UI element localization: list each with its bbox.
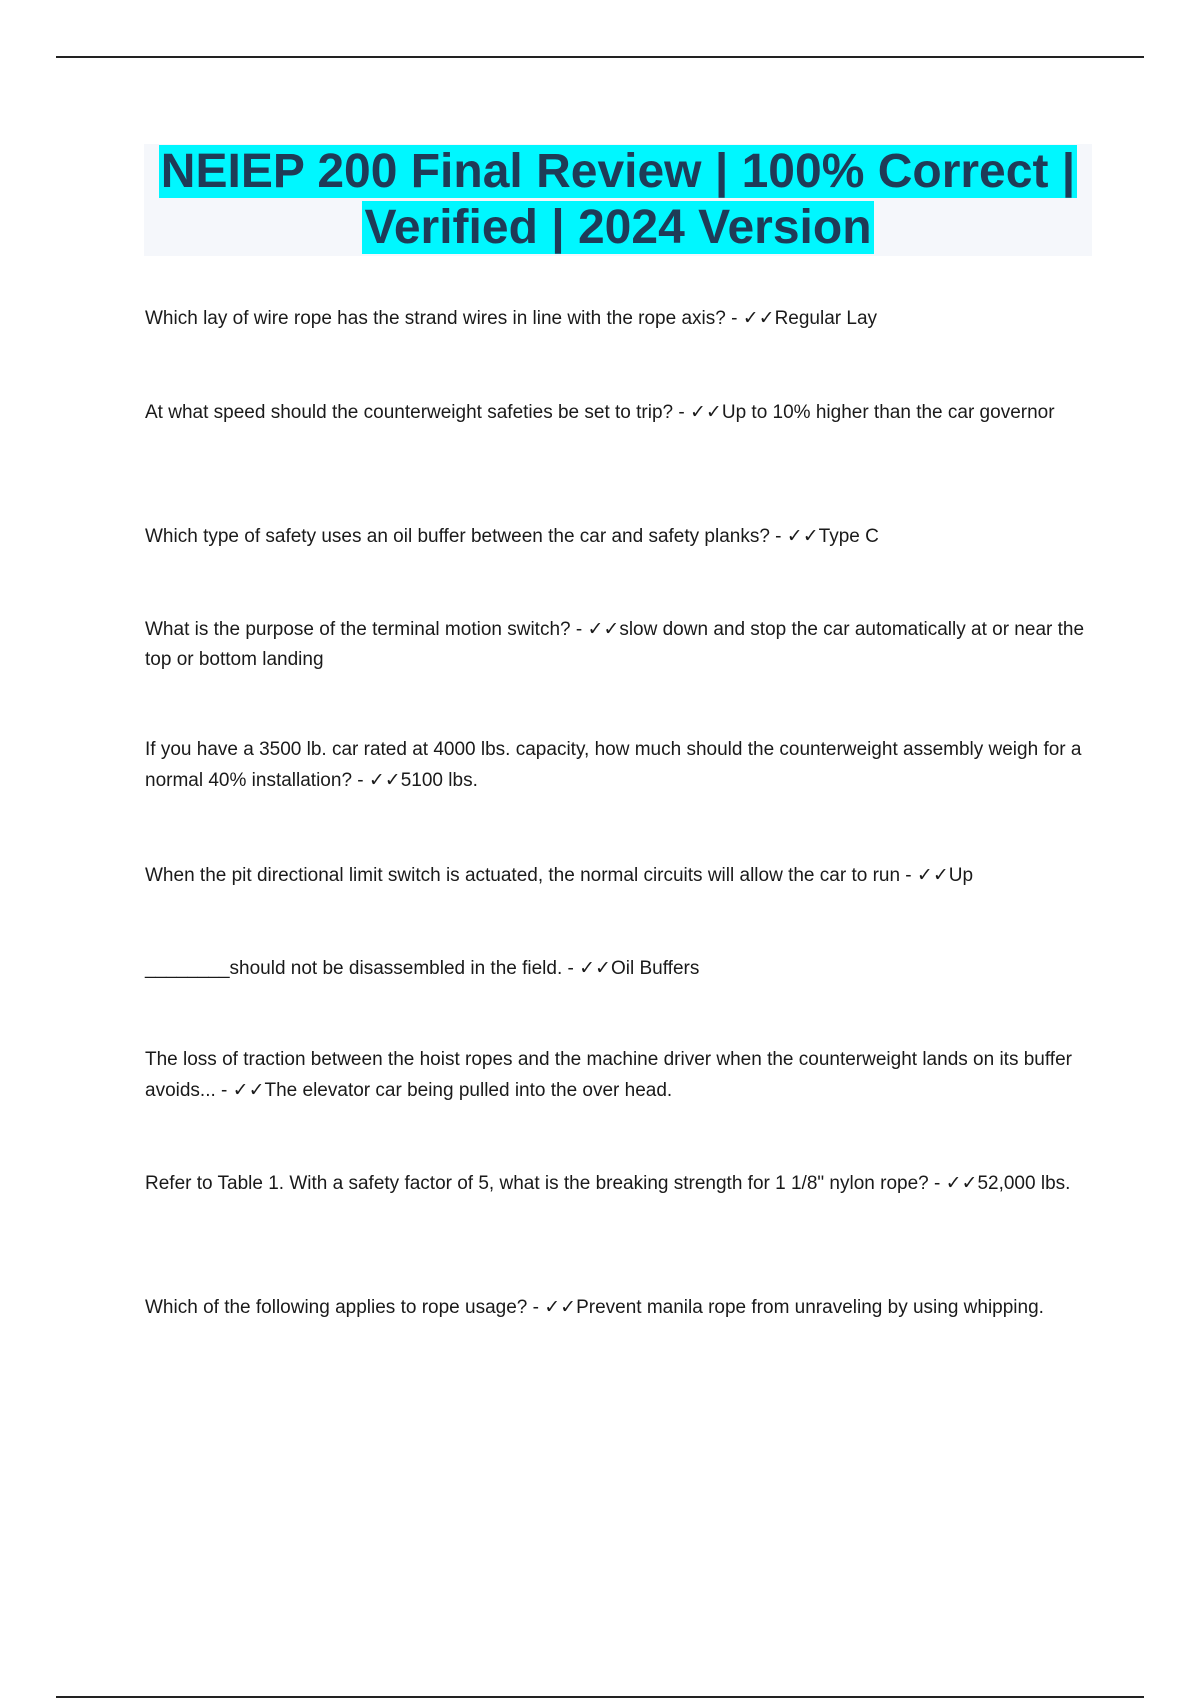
check-icon: ✓✓ <box>579 957 611 979</box>
answer-text: Up to 10% higher than the car governor <box>721 402 1055 423</box>
question-text: Which lay of wire rope has the strand wires in line with the rope axis? - <box>145 308 743 329</box>
check-icon: ✓✓ <box>690 401 722 423</box>
question-text: Which of the following applies to rope usage? - <box>145 1297 545 1318</box>
bottom-rule <box>56 1696 1144 1698</box>
question-text: At what speed should the counterweight safeties be set to trip? - <box>145 402 690 423</box>
answer-text: Up <box>948 865 974 886</box>
check-icon: ✓✓ <box>587 618 620 640</box>
check-icon: ✓✓ <box>916 864 949 886</box>
list-item <box>145 953 1095 984</box>
list-item <box>145 614 1095 675</box>
question-text: ________should not be disassembled in the field. - <box>145 958 580 979</box>
answer-text: Regular Lay <box>774 308 878 329</box>
list-item <box>145 735 1095 796</box>
top-rule <box>56 56 1144 58</box>
list-item <box>145 303 1095 334</box>
answer-text: 52,000 lbs. <box>977 1173 1071 1194</box>
answer-text: The elevator car being pulled into the over head. <box>264 1080 673 1101</box>
answer-text: 5100 lbs. <box>400 770 478 791</box>
answer-text: Oil Buffers <box>610 958 700 979</box>
question-text: Which type of safety uses an oil buffer between the car and safety planks? - <box>145 526 787 547</box>
title-box <box>144 144 1092 256</box>
answer-text: Prevent manila rope from unraveling by using whipping. <box>576 1297 1044 1318</box>
check-icon: ✓✓ <box>232 1079 265 1101</box>
answer-text: Type C <box>818 526 879 547</box>
question-text: What is the purpose of the terminal motion switch? - <box>145 619 588 640</box>
list-item <box>145 521 1095 552</box>
check-icon: ✓✓ <box>786 525 819 547</box>
list-item <box>145 1292 1095 1323</box>
check-icon: ✓✓ <box>544 1296 577 1318</box>
check-icon: ✓✓ <box>945 1172 978 1194</box>
question-text: The loss of traction between the hoist ropes and the machine driver when the counterweight lands on its buffer avoids... - <box>145 1049 1072 1101</box>
page-title <box>144 144 1092 256</box>
title-line-1: NEIEP 200 Final Review | 100% Correct | <box>160 145 1076 198</box>
question-text: When the pit directional limit switch is actuated, the normal circuits will allow the car to run - <box>145 865 917 886</box>
list-item <box>145 1168 1095 1199</box>
list-item <box>145 860 1095 891</box>
check-icon: ✓✓ <box>368 769 401 791</box>
answer-text: slow down and stop the car automatically at or near the top or bottom landing <box>145 619 1085 670</box>
list-item <box>145 397 1095 428</box>
check-icon: ✓✓ <box>742 307 775 329</box>
list-item <box>145 1045 1095 1106</box>
title-line-2: Verified | 2024 Version <box>364 201 872 254</box>
question-text: Refer to Table 1. With a safety factor of 5, what is the breaking strength for 1 1/8" nylon rope? - <box>145 1173 946 1194</box>
question-text: If you have a 3500 lb. car rated at 4000 lbs. capacity, how much should the counterweight assembly weigh for a normal 40% installation? - <box>145 739 1082 791</box>
